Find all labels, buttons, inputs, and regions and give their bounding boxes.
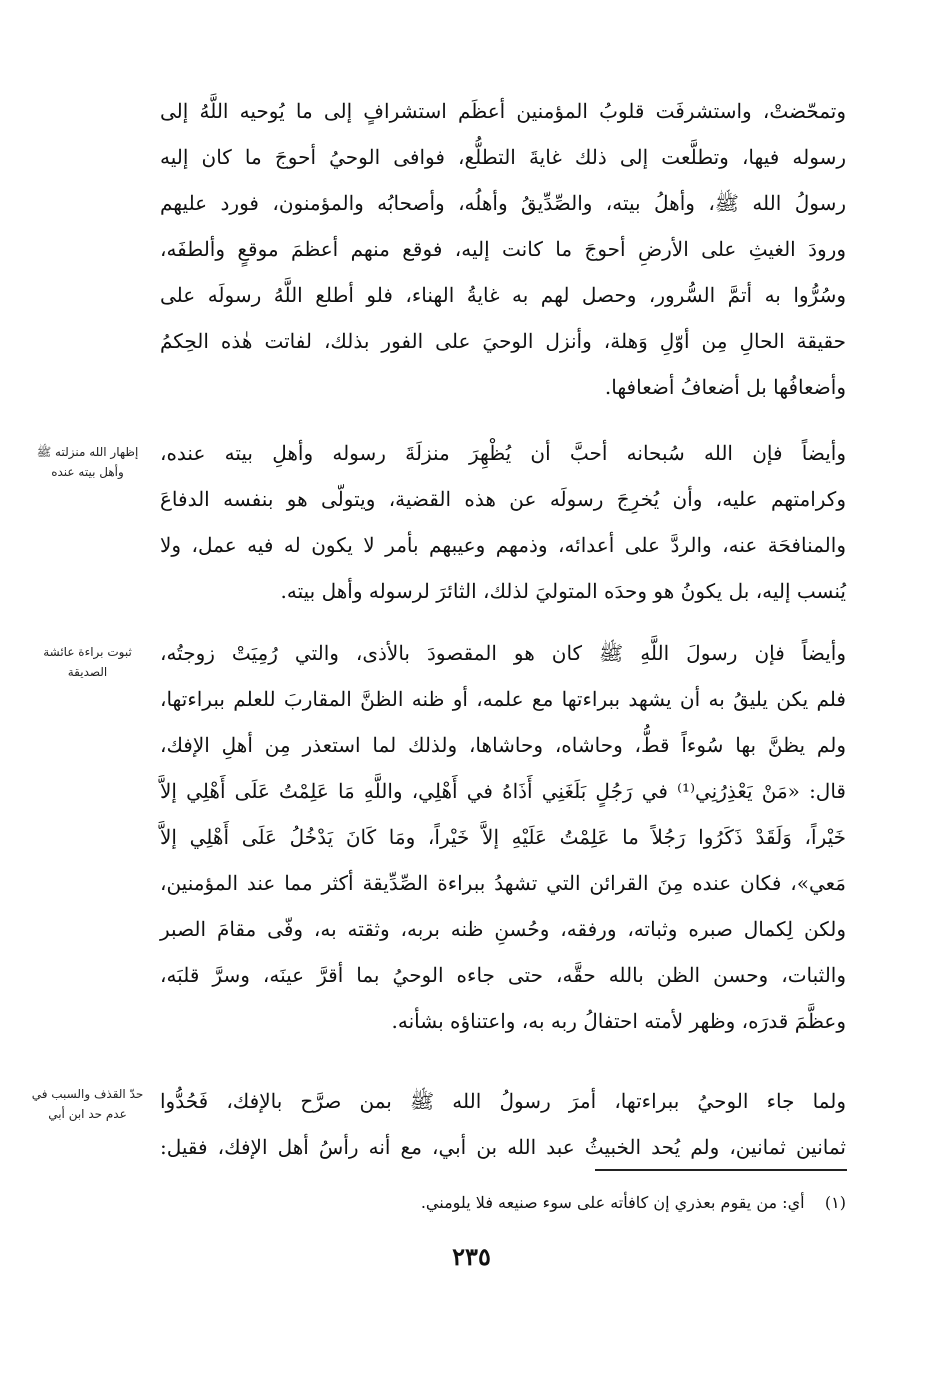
footnote-marker: (١): [824, 1193, 846, 1212]
paragraph-3: [160, 630, 846, 1044]
text-line: ولكن لِكمال صبره وثباته، ورفقه، وحُسنِ ظنه بربه، وثقته به، وفّى مقامَ الصبر: [160, 917, 846, 941]
text-line: ثمانين ثمانين، ولم يُحد الخبيثُ عبد الله بن أبي، مع أنه رأسُ أهل الإفك، فقيل:: [160, 1135, 846, 1159]
margin-note-2: [20, 642, 155, 682]
margin-note-3: [20, 1084, 155, 1124]
footnote-text: أي: من يقوم بعذري إن كافأته على سوء صنيعه فلا يلومني.: [420, 1193, 805, 1212]
margin-note-line: ثبوت براءة عائشة: [43, 645, 132, 659]
text-line: وسُرُّوا به أتمَّ السُّرور، وحصل لهم به غايةُ الهناء، فلو أطلع اللَّهُ رسولَه على: [160, 283, 846, 307]
text-line: حقيقة الحالِ مِن أوّلِ وَهلة، وأنزل الوحيَ على الفور بذلك، لفاتت هٰذه الحِكمُ: [160, 329, 846, 353]
text-line: خَيْراً، وَلَقَدْ ذَكَرُوا رَجُلاً ما عَلِمْتُ عَلَيْهِ إلاَّ خَيْراً، ومَا كَانَ يَدْخُلُ عَلَى أَهْلِي إلاَّ: [160, 825, 846, 849]
text-line: ورودَ الغيثِ على الأرضِ أحوجَ ما كانت إليه، فوقع منهم أعظمَ موقعٍ وألطفَه،: [160, 237, 846, 261]
page-number: ٢٣٥: [452, 1242, 491, 1271]
text-line: والثبات، وحسن الظن بالله حقَّه، حتى جاءه الوحيُ بما أقرَّ عينَه، وسرَّ قلبَه،: [160, 963, 846, 987]
margin-note-line: وأهل بيته عنده: [51, 465, 124, 479]
text-line: وأضعافُها بل أضعافُ أضعافها.: [604, 375, 846, 399]
text-line: رسوله فيها، وتطلَّعت إلى ذلك غايةَ التطلُّع، فوافى الوحيُ أحوجَ ما كان إليه: [160, 145, 846, 169]
paragraph-2: [160, 430, 846, 614]
text-line: مَعي»، فكان عنده مِنَ القرائن التي تشهدُ ببراءة الصِّدِّيقة أكثر مما عند المؤمنين،: [160, 871, 846, 895]
text-line: ولما جاء الوحيُ ببراءتها، أمرَ رسولُ الله ﷺ بمن صرَّح بالإفك، فَحُدُّوا: [160, 1089, 846, 1113]
text-line: ولم يظنَّ بها سُوءاً قطُّ، وحاشاه، وحاشاها، ولذلك لما استعذر مِن أهلِ الإفك،: [160, 733, 846, 757]
footnote-divider: [595, 1169, 847, 1171]
paragraph-1: [160, 88, 846, 410]
margin-note-line: عدم حد ابن أبي: [48, 1107, 127, 1121]
text-line: وكرامتهم عليه، وأن يُخرِجَ رسولَه عن هذه القضية، ويتولّى هو بنفسه الدفاعَ: [160, 487, 846, 511]
text-line: وأيضاً فإن رسولَ اللَّهِ ﷺ كان هو المقصودَ بالأذى، والتي رُمِيَتْ زوجتُه،: [160, 641, 846, 665]
text-line: والمنافحَة عنه، والردَّ على أعدائه، وذمهم وعيبهم بأمر لا يكون له فيه عمل، ولا: [160, 533, 846, 557]
text-line: يُنسب إليه، بل يكونُ هو وحدَه المتوليَ لذلك، الثائرَ لرسوله وأهل بيته.: [280, 579, 846, 603]
text-line: وأيضاً فإن الله سُبحانه أحبَّ أن يُظْهِرَ منزلَةَ رسوله وأهلِ بيته عنده،: [160, 441, 846, 465]
text-line: فلم يكن يليقُ به أن يشهد ببراءتها مع علمه، أو ظنه الظنَّ المقاربَ للعلم ببراءتها،: [160, 687, 846, 711]
margin-note-line: إظهار الله منزلته ﷺ: [36, 445, 139, 459]
text-line: رسولُ الله ﷺ، وأهلُ بيته، والصِّدِّيقُ وأهلُه، وأصحابُه والمؤمنون، فورد عليهم: [160, 191, 846, 215]
margin-note-line: حدّ القذف والسبب في: [31, 1087, 144, 1101]
margin-note-line: الصديقة: [67, 665, 108, 679]
text-line: وعظَّمَ قدرَه، وظهر لأمته احتفالُ ربه به، واعتناؤه بشأنه.: [391, 1009, 846, 1033]
margin-note-1: [20, 442, 155, 482]
paragraph-4: [160, 1078, 846, 1170]
footnote: [160, 1190, 846, 1216]
text-line: وتمحّضتْ، واستشرفَت قلوبُ المؤمنين أعظَم استشرافٍ إلى ما يُوحيه اللَّهُ إلى: [160, 99, 846, 123]
text-line: قال: «مَنْ يَعْذِرُنِي⁽¹⁾ في رَجُلٍ بَلَغَنِي أَذَاهُ في أَهْلِي، واللَّهِ مَا عَلِمْتُ عَلَى أَهْلِي إلاَّ: [160, 779, 846, 803]
